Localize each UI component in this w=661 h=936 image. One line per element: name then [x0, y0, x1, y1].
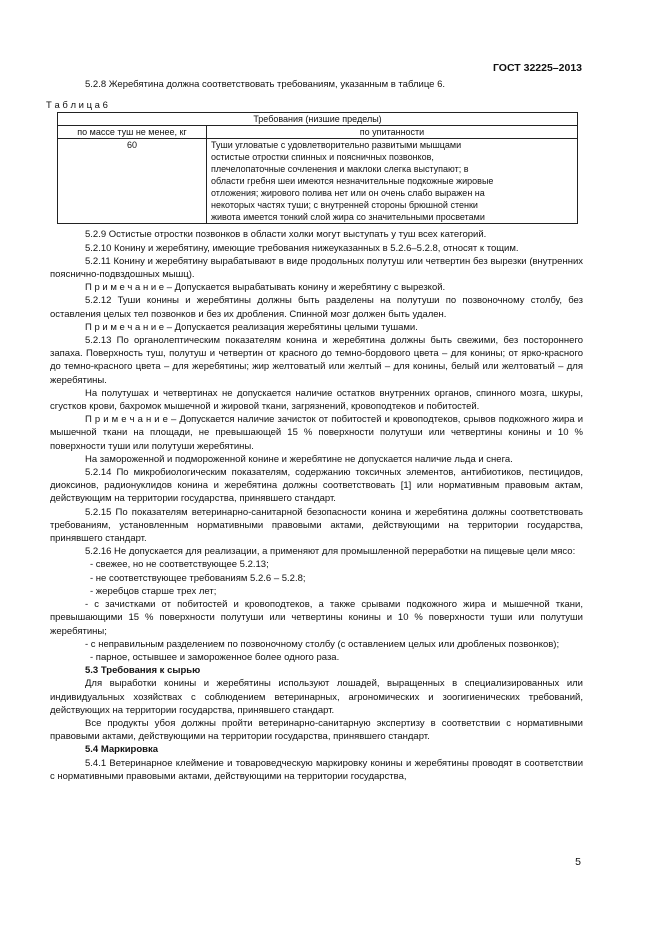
- table-cell-mass: 60: [58, 139, 207, 224]
- table-col-fatness-header: по упитанности: [207, 126, 578, 139]
- page-content: [46, 78, 583, 783]
- note-2: П р и м е ч а н и е – Допускается реализация жеребятины целыми тушами.: [85, 321, 418, 333]
- paragraph-5-2-12: 5.2.12 Туши конины и жеребятины должны быть разделены на полутуши по позвоночному столбу, без оставления целых тел позвонков и без их дробления. Спинной мозг должен быть удален.: [50, 295, 583, 320]
- paragraph-5-2-15: 5.2.15 По показателям ветеринарно-санитарной безопасности конина и жеребятина должны соответствовать требованиям, установленным нормативными правовыми актами, действующими на территории государства, принявшего стандарт.: [50, 506, 583, 545]
- table-cell-line: Туши угловатые с удовлетворительно развитыми мышцами: [211, 140, 462, 151]
- table-cell-line: живота имеется тонкий слой жира со значительными просветами: [211, 212, 485, 223]
- table-cell-line: остистые отростки спинных и поясничных позвонков,: [211, 152, 434, 163]
- paragraph-5-2-8: 5.2.8 Жеребятина должна соответствовать требованиям, указанным в таблице 6.: [85, 79, 446, 90]
- table-cell-line: некоторых частях туши; с внутренней стороны брюшной стенки: [211, 200, 478, 211]
- paragraph-5-2-11: 5.2.11 Конину и жеребятину вырабатывают в виде продольных полутуш или четвертин без вырезки (внутренних пояснично-подвздошных мышц).: [50, 255, 583, 281]
- table-cell-line: плечелопаточные сочленения и маклоки слегка выступают; в: [211, 164, 469, 175]
- paragraph-5-3-b: Все продукты убоя должны пройти ветеринарно-санитарную экспертизу в соответствии с нормативными правовыми актами, действующими на территории государства, принявшего стандарт.: [50, 717, 583, 743]
- list-item: - не соответствующее требованиям 5.2.6 – 5.2.8;: [90, 572, 306, 584]
- table-6: [57, 112, 578, 224]
- table-caption: Т а б л и ц а 6: [46, 100, 108, 112]
- table-col-mass-header: по массе туш не менее, кг: [58, 126, 207, 139]
- note-1: П р и м е ч а н и е – Допускается вырабатывать конину и жеребятину с вырезкой.: [85, 282, 446, 294]
- document-code: ГОСТ 32225–2013: [492, 62, 582, 74]
- section-heading-5-4: 5.4 Маркировка: [85, 744, 159, 756]
- paragraph-5-2-16: 5.2.16 Не допускается для реализации, а применяют для промышленной переработки на пищевые цели мясо:: [85, 546, 576, 558]
- section-heading-5-3: 5.3 Требования к сырью: [85, 665, 201, 677]
- table-group-header: Требования (низшие пределы): [58, 113, 578, 126]
- note-3: П р и м е ч а н и е – Допускается наличие зачисток от побитостей и кровоподтеков, срывов подкожного жира и мышечной ткани на площади, не превышающей 15 % поверхности полутуши или четвертины конины и 10 % поверхности туши или полутуши жеребятины.: [50, 414, 583, 452]
- paragraph-5-3-a: Для выработки конины и жеребятины используют лошадей, выращенных в специализированных или индивидуальных хозяйствах с соблюдением ветеринарных, агрономических и зоогигиенических требований, действующих на территории государства, принявшего стандарт.: [50, 678, 583, 716]
- paragraph-5-2-13: 5.2.13 По органолептическим показателям конина и жеребятина должны быть свежими, без постороннего запаха. Поверхность туш, полутуш и четвертин от красного до темно-бордового цвета – для конины; от ярко-красного до темно-красного цвета – для жеребятины; жир желтоватый или желтый – для конины, белый или желтоватый – для жеребятины.: [50, 335, 583, 386]
- list-item: - парное, остывшее и замороженное более одного раза.: [90, 651, 340, 663]
- table-cell-line: отложения; жирового полива нет или он очень слабо выражен на: [211, 188, 485, 199]
- list-item: - с зачистками от побитостей и кровоподтеков, а также срывами подкожного жира и мышечной ткани, превышающими 15 % поверхности полутуши или четвертины конины и 10 % поверхности туши или полутуши жеребятины;: [50, 599, 583, 637]
- paragraph-5-4-1: 5.4.1 Ветеринарное клеймение и товароведческую маркировку конины и жеребятины проводят в соответствии с нормативными правовыми актами, действующими на территории государства,: [50, 757, 583, 782]
- paragraph-5-2-9: 5.2.9 Остистые отростки позвонков в области холки могут выступать у туш всех категорий.: [85, 229, 487, 241]
- table-cell-fatness: [207, 139, 578, 224]
- list-item: - жеребцов старше трех лет;: [90, 585, 217, 597]
- paragraph-5-2-14: 5.2.14 По микробиологическим показателям, содержанию токсичных элементов, антибиотиков, пестицидов, диоксинов, радионуклидов конина и жеребятина должны соответствовать [1] или нормативным правовым актам, действующим на территории государства, принявшего стандарт.: [50, 467, 583, 505]
- list-item: - свежее, но не соответствующее 5.2.13;: [90, 559, 269, 571]
- paragraph-5-2-13-b: На полутушах и четвертинах не допускается наличие остатков внутренних органов, спинного мозга, шкуры, сгустков крови, бахромок мышечной и жировой ткани, загрязнений, кровоподтеков и побитостей.: [50, 387, 583, 413]
- paragraph-5-2-13-c: На замороженной и подмороженной конине и жеребятине не допускается наличие льда и снега.: [85, 453, 513, 465]
- page-number: 5: [575, 856, 581, 868]
- table-cell-line: области гребня шеи имеются незначительные подкожные жировые: [211, 176, 494, 187]
- list-item: - с неправильным разделением по позвоночному столбу (с оставлением целых или дробленых позвонков);: [85, 638, 560, 650]
- paragraph-5-2-10: 5.2.10 Конину и жеребятину, имеющие требования нижеуказанных в 5.2.6–5.2.8, относят к тощим.: [85, 242, 519, 254]
